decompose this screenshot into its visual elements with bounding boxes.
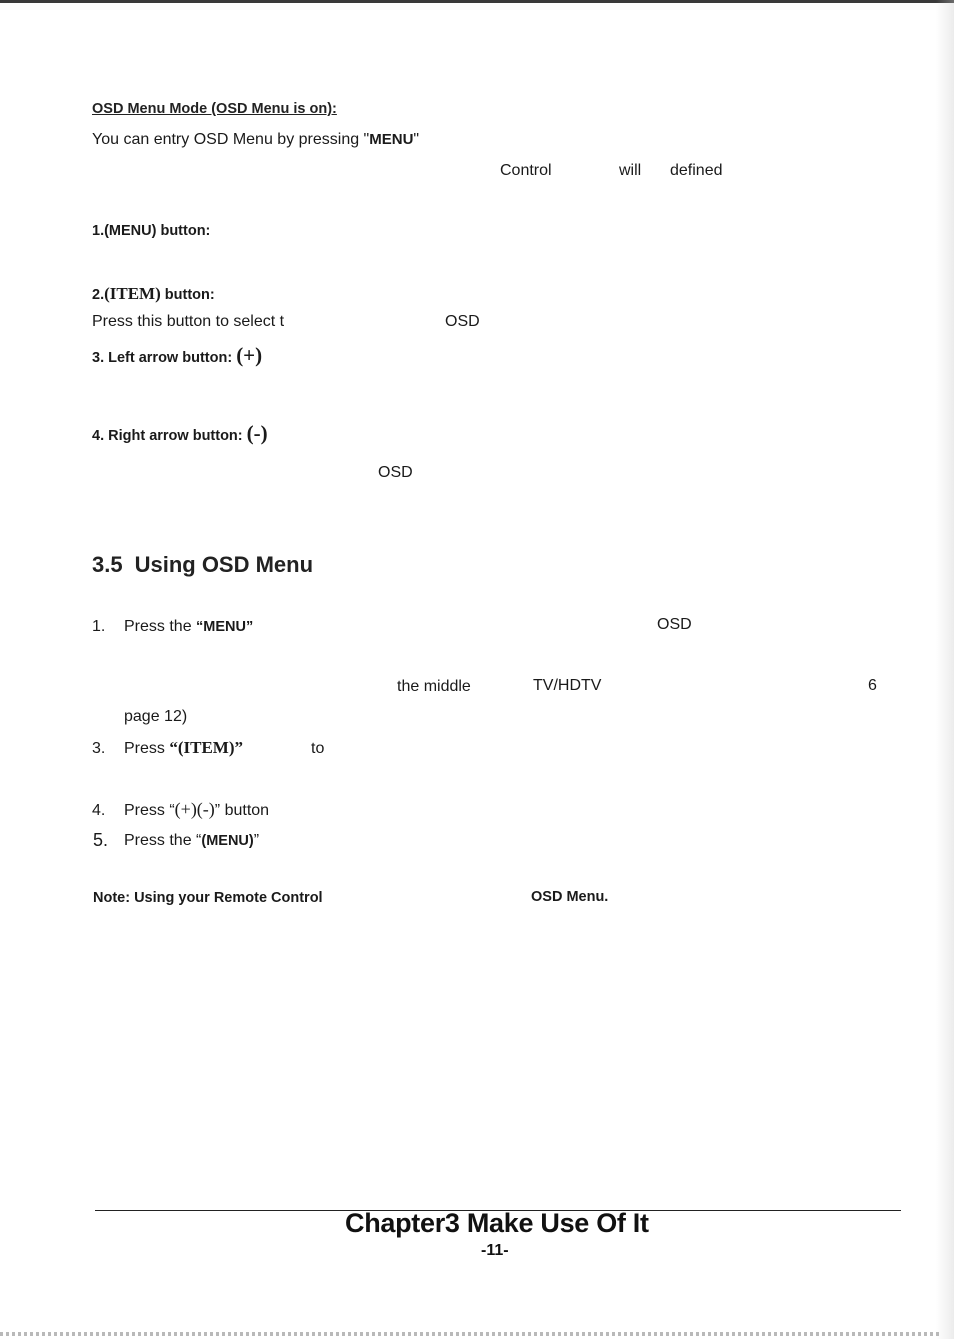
- step-3-item: “(ITEM)”: [169, 738, 244, 757]
- item-button-label: [92, 284, 215, 304]
- osd-mode-heading: OSD Menu Mode (OSD Menu is on):: [92, 101, 337, 117]
- step-2-middle: the middle: [397, 678, 471, 695]
- step-2-tvhdtv: TV/HDTV: [533, 677, 602, 694]
- step-4-number: 4.: [92, 802, 106, 819]
- step-1-number: 1.: [92, 618, 106, 635]
- step-1-prefix: Press the: [124, 618, 197, 635]
- scan-right-edge: [936, 0, 954, 1339]
- section-heading: [92, 552, 313, 578]
- left-arrow-text: 3. Left arrow button:: [92, 350, 237, 366]
- page-number: -11-: [481, 1242, 509, 1259]
- step-1-text: [124, 618, 253, 636]
- chapter-title: Chapter3 Make Use Of It: [345, 1208, 649, 1238]
- item-button-desc-osd: OSD: [445, 313, 480, 330]
- item-button-prefix: 2.: [92, 287, 105, 303]
- step-5-suffix: ”: [253, 832, 260, 849]
- scan-top-edge: [0, 0, 954, 3]
- item-button-serif: (ITEM): [104, 284, 161, 303]
- step-1-osd: OSD: [657, 616, 692, 633]
- osd-fragment-will: will: [619, 162, 642, 179]
- note-osd-menu: OSD Menu.: [531, 889, 609, 905]
- section-title: Using OSD Menu: [134, 552, 314, 577]
- item-button-suffix: button:: [160, 287, 215, 303]
- step-4-text: [124, 799, 269, 820]
- osd-intro-suffix: ": [413, 131, 420, 148]
- right-arrow-desc-osd: OSD: [378, 464, 413, 481]
- step-5-prefix: Press the “: [124, 832, 202, 849]
- step-3-text: [124, 738, 243, 758]
- step-3-to: to: [311, 740, 325, 757]
- osd-intro-line: [92, 131, 419, 149]
- section-number: 3.5: [92, 552, 123, 577]
- osd-fragment-control: Control: [500, 162, 552, 179]
- osd-intro-prefix: You can entry OSD Menu by pressing ": [92, 131, 370, 148]
- step-5-menu: (MENU): [201, 833, 254, 849]
- step-4-suffix: ” button: [214, 802, 270, 819]
- right-arrow-label: [92, 421, 268, 446]
- step-1-menu: “MENU”: [196, 619, 254, 635]
- osd-fragment-defined: defined: [670, 162, 723, 179]
- osd-intro-menu: MENU: [369, 131, 414, 148]
- left-arrow-label: [92, 343, 262, 368]
- item-button-desc: Press this button to select t: [92, 313, 285, 330]
- step-3-prefix: Press: [124, 740, 170, 757]
- menu-button-label: 1.(MENU) button:: [92, 223, 211, 239]
- step-2-page: page 12): [124, 708, 188, 725]
- step-4-prefix: Press “: [124, 802, 175, 819]
- left-arrow-symbol: (+): [236, 343, 263, 367]
- scan-bottom-edge: [0, 1332, 940, 1336]
- step-5-number: 5.: [93, 830, 109, 850]
- step-2-six: 6: [868, 677, 877, 694]
- step-4-symbols: (+)(-): [174, 799, 215, 819]
- right-arrow-symbol: (-): [246, 421, 268, 445]
- note-label: Note: Using your Remote Control: [93, 890, 323, 906]
- step-3-number: 3.: [92, 740, 106, 757]
- right-arrow-text: 4. Right arrow button:: [92, 428, 247, 444]
- step-5-text: [124, 832, 259, 850]
